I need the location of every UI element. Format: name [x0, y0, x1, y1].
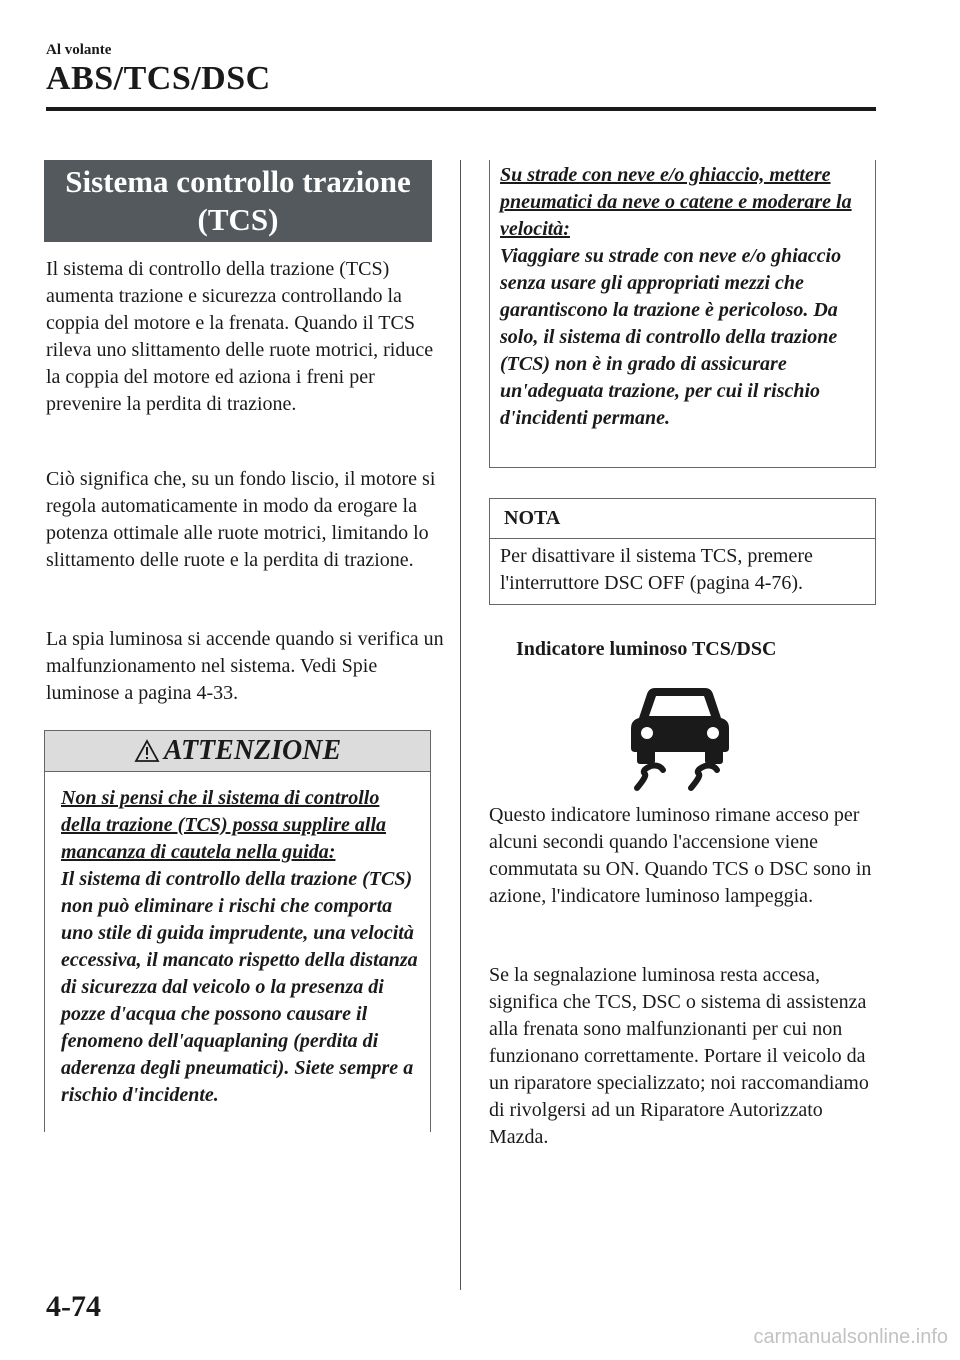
- header-rule: [46, 107, 876, 111]
- nota-box: [489, 498, 876, 605]
- section-title: ABS/TCS/DSC: [46, 60, 271, 97]
- caution-body-text: Il sistema di controllo della trazione (TCS) non può eliminare i rischi che comporta uno stile di guida imprudente, una velocità eccessiva, il mancato rispetto della distanza di sicurezza dal veicolo o la presenza di pozze d'acqua che possono causare il fenomeno dell'aquaplaning (perdita di aderenza degli pneumatici). Siete sempre a rischio d'incidente.: [61, 868, 418, 1106]
- caution-header: [45, 731, 430, 772]
- column-divider: [460, 160, 461, 1290]
- paragraph-slippery-surface: Ciò significa che, su un fondo liscio, il motore si regola automaticamente in modo da erogare la potenza ottimale alle ruote motrici, limitando lo slittamento delle ruote e la perdita di trazione.: [46, 468, 436, 571]
- breadcrumb: Al volante: [46, 42, 112, 58]
- paragraph-indicator-behavior: Questo indicatore luminoso rimane acceso per alcuni secondi quando l'accensione viene commutata su ON. Quando TCS o DSC sono in azione, l'indicatore luminoso lampeggia.: [489, 804, 872, 907]
- caution-heading: Non si pensi che il sistema di controllo della trazione (TCS) possa supplire alla mancanza di cautela nella guida:: [61, 787, 387, 863]
- snow-warning-heading: Su strade con neve e/o ghiaccio, mettere pneumatici da neve o catene e moderare la velocità:: [500, 164, 852, 240]
- tcs-heading-box: [44, 160, 432, 242]
- nota-body: Per disattivare il sistema TCS, premere l'interruttore DSC OFF (pagina 4-76).: [500, 545, 813, 594]
- tcs-dsc-skid-car-icon: [625, 682, 735, 799]
- tcs-heading-line1: Sistema controllo trazione: [65, 164, 411, 199]
- tcs-heading-line2: (TCS): [197, 202, 279, 237]
- warning-triangle-icon: [134, 739, 160, 763]
- caution-box: [44, 730, 431, 1132]
- watermark: carmanualsonline.info: [753, 1326, 948, 1348]
- paragraph-tcs-intro: Il sistema di controllo della trazione (TCS) aumenta trazione e sicurezza controllando la coppia del motore e la frenata. Quando il TCS rileva uno slittamento delle ruote motrici, riduce la coppia del motore ed aziona i freni per prevenire la perdita di trazione.: [46, 258, 434, 415]
- indicator-title: Indicatore luminoso TCS/DSC: [516, 638, 777, 660]
- snow-warning-body: Viaggiare su strade con neve e/o ghiaccio senza usare gli appropriati mezzi che garantiscono la trazione è pericoloso. Da solo, il sistema di controllo della trazione (TCS) non è in grado di assicurare un'adeguata trazione, per cui il rischio d'incidenti permane.: [500, 245, 842, 429]
- paragraph-indicator-malfunction: Se la segnalazione luminosa resta accesa, significa che TCS, DSC o sistema di assistenza alla frenata sono malfunzionanti per cui non funzionano correttamente. Portare il veicolo da un riparatore specializzato; noi raccomandiamo di rivolgersi ad un Riparatore Autorizzato Mazda.: [489, 964, 869, 1148]
- nota-title: NOTA: [490, 499, 875, 539]
- page-number: 4-74: [46, 1290, 101, 1323]
- snow-warning-box: [489, 160, 876, 468]
- caution-title: ATTENZIONE: [163, 735, 342, 766]
- paragraph-warning-light: La spia luminosa si accende quando si verifica un malfunzionamento nel sistema. Vedi Spie luminose a pagina 4-33.: [46, 628, 444, 704]
